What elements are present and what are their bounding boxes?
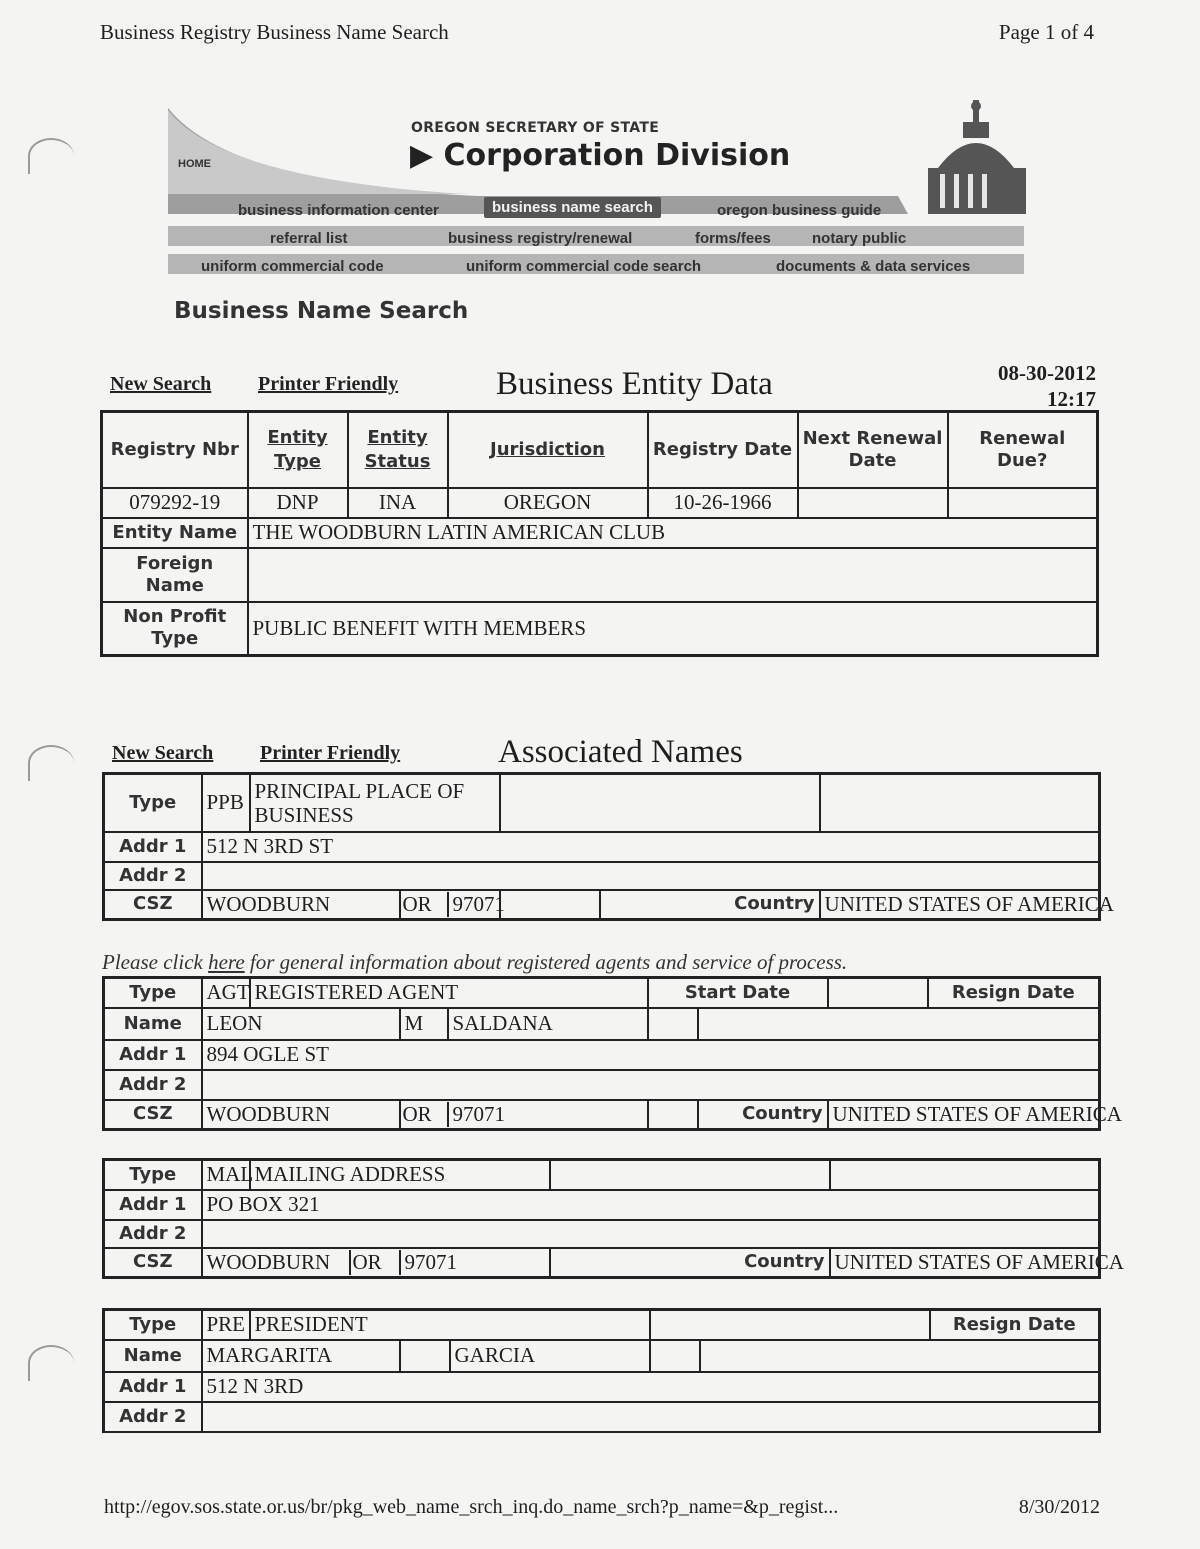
agt-addr2 — [202, 1070, 1100, 1100]
agt-name-blank — [698, 1008, 1100, 1040]
pre-description: PRESIDENT — [250, 1310, 650, 1340]
division-title: ▶ Corporation Division — [410, 138, 791, 173]
csz-label: CSZ — [104, 1248, 202, 1278]
header-registry-nbr: Registry Nbr — [102, 412, 248, 488]
pre-code: PRE — [202, 1310, 250, 1340]
agt-country: UNITED STATES OF AMERICA — [828, 1100, 1100, 1130]
nav-notary-public[interactable]: notary public — [812, 230, 907, 247]
printer-friendly-link[interactable]: Printer Friendly — [258, 373, 399, 395]
resign-date-label: Resign Date — [928, 978, 1100, 1008]
pre-last-name: GARCIA — [450, 1340, 650, 1372]
nav-documents-data-services[interactable]: documents & data services — [776, 258, 971, 275]
entity-values-row — [102, 488, 1098, 518]
ppb-type-row — [104, 774, 1100, 832]
nav-row-1 — [168, 200, 1026, 222]
nonprofit-label: Non Profit Type — [102, 602, 248, 656]
pre-addr2 — [202, 1402, 1100, 1432]
report-datetime — [998, 360, 1096, 412]
name-label: Name — [104, 1340, 202, 1372]
ppb-zip: 97071 — [452, 891, 505, 916]
nav-business-name-search[interactable]: business name search — [484, 197, 661, 218]
foreign-name-row — [102, 548, 1098, 602]
mal-description: MAILING ADDRESS — [250, 1160, 550, 1190]
note-text-pre: Please click — [102, 950, 209, 974]
punch-hole — [28, 138, 74, 174]
ppb-block — [102, 772, 1114, 921]
agt-city: WOODBURN — [202, 1100, 400, 1130]
footer-date: 8/30/2012 — [1018, 1496, 1100, 1518]
type-label: Type — [104, 1160, 202, 1190]
mal-country: UNITED STATES OF AMERICA — [830, 1248, 1100, 1278]
mal-type-row — [104, 1160, 1100, 1190]
nav-business-registry-renewal[interactable]: business registry/renewal — [448, 230, 633, 247]
ppb-description: PRINCIPAL PLACE OF BUSINESS — [250, 774, 500, 832]
agt-block — [102, 976, 1122, 1131]
pre-name-row — [104, 1340, 1100, 1372]
agt-code: AGT — [202, 978, 250, 1008]
start-date-label: Start Date — [648, 978, 828, 1008]
nonprofit-row — [102, 602, 1098, 656]
ppb-city: WOODBURN — [202, 890, 400, 920]
ppb-blank-1 — [500, 774, 820, 832]
resign-date-label: Resign Date — [930, 1310, 1100, 1340]
agt-suffix — [648, 1008, 698, 1040]
report-time: 12:17 — [1047, 387, 1096, 411]
country-label: Country — [550, 1248, 830, 1278]
ppb-blank-3 — [500, 890, 600, 920]
associated-names-title: Associated Names — [498, 734, 743, 770]
ppb-blank-2 — [820, 774, 1100, 832]
agt-zip: 97071 — [452, 1101, 505, 1126]
ppb-addr2-row — [104, 862, 1100, 890]
mal-blank-1 — [550, 1160, 830, 1190]
name-label: Name — [104, 1008, 202, 1040]
capitol-dome-icon — [928, 100, 1026, 214]
printer-friendly-link-2[interactable]: Printer Friendly — [260, 742, 401, 764]
mal-addr1-row — [104, 1190, 1100, 1220]
agt-blank — [648, 1100, 698, 1130]
home-link[interactable]: HOME — [178, 158, 211, 170]
agt-start-date — [828, 978, 928, 1008]
mal-city: WOODBURN — [207, 1250, 351, 1275]
pre-addr2-row — [104, 1402, 1100, 1432]
registry-nbr: 079292-19 — [102, 488, 248, 518]
agt-name-row — [104, 1008, 1100, 1040]
country-label: Country — [600, 890, 820, 920]
note-text-post: for general information about registered agents and service of process. — [244, 950, 848, 974]
ppb-code: PPB — [202, 774, 250, 832]
agt-csz-row — [104, 1100, 1100, 1130]
nav-referral-list[interactable]: referral list — [270, 230, 348, 247]
agt-middle-initial: M — [400, 1008, 448, 1040]
registry-date: 10-26-1966 — [648, 488, 798, 518]
corporation-division-banner — [168, 96, 1026, 278]
pre-addr1: 512 N 3RD — [202, 1372, 1100, 1402]
nav-row-3 — [168, 256, 1026, 278]
registered-agent-note — [102, 950, 847, 975]
nav-oregon-business-guide[interactable]: oregon business guide — [717, 202, 882, 219]
pre-first-name: MARGARITA — [202, 1340, 400, 1372]
punch-hole — [28, 745, 74, 781]
type-label: Type — [104, 774, 202, 832]
csz-label: CSZ — [104, 890, 202, 920]
nav-business-information-center[interactable]: business information center — [238, 202, 439, 219]
type-label: Type — [104, 978, 202, 1008]
footer-url: http://egov.sos.state.or.us/br/pkg_web_name_srch_inq.do_name_srch?p_name=&p_regist... — [104, 1496, 839, 1518]
page-header-title: Business Registry Business Name Search — [100, 20, 449, 44]
agency-name: OREGON SECRETARY OF STATE — [411, 120, 660, 136]
nav-row-2 — [168, 228, 1026, 250]
new-search-link-2[interactable]: New Search — [112, 742, 214, 764]
addr2-label: Addr 2 — [104, 862, 202, 890]
here-link[interactable]: here — [208, 950, 245, 974]
agt-addr1: 894 OGLE ST — [202, 1040, 1100, 1070]
entity-type: DNP — [248, 488, 348, 518]
pre-suffix — [650, 1340, 700, 1372]
entity-data-table — [100, 410, 1099, 657]
nav-forms-fees[interactable]: forms/fees — [695, 230, 771, 247]
ppb-csz-row — [104, 890, 1100, 920]
addr1-label: Addr 1 — [104, 1372, 202, 1402]
addr2-label: Addr 2 — [104, 1070, 202, 1100]
mal-code: MAL — [202, 1160, 250, 1190]
ppb-state — [400, 890, 505, 920]
header-entity-type[interactable]: Entity Type — [248, 412, 348, 488]
section-title: Business Name Search — [174, 298, 469, 324]
addr1-label: Addr 1 — [104, 1040, 202, 1070]
entity-data-title: Business Entity Data — [496, 366, 773, 402]
pre-type-row — [104, 1310, 1100, 1340]
mal-city-state-zip — [202, 1248, 550, 1278]
renewal-due — [948, 488, 1098, 518]
addr1-label: Addr 1 — [104, 832, 202, 862]
mal-csz-row — [104, 1248, 1100, 1278]
agt-first-name: LEON — [202, 1008, 400, 1040]
pre-middle-initial — [400, 1340, 450, 1372]
pre-block — [102, 1308, 1101, 1433]
header-next-renewal-date: Next Renewal Date — [798, 412, 948, 488]
next-renewal-date — [798, 488, 948, 518]
punch-hole — [28, 1345, 74, 1381]
agt-type-row — [104, 978, 1100, 1008]
entity-name: THE WOODBURN LATIN AMERICAN CLUB — [248, 518, 1098, 548]
new-search-link[interactable]: New Search — [110, 373, 212, 395]
nav-ucc-search[interactable]: uniform commercial code search — [466, 258, 702, 275]
agt-last-name: SALDANA — [448, 1008, 648, 1040]
entity-name-label: Entity Name — [102, 518, 248, 548]
ppb-addr2 — [202, 862, 1100, 890]
page-number: Page 1 of 4 — [998, 20, 1094, 44]
header-renewal-due: Renewal Due? — [948, 412, 1098, 488]
mal-block — [102, 1158, 1124, 1279]
addr2-label: Addr 2 — [104, 1402, 202, 1432]
mal-addr1: PO BOX 321 — [202, 1190, 1100, 1220]
pre-name-blank — [700, 1340, 1100, 1372]
mal-state: OR — [351, 1250, 401, 1275]
foreign-name — [248, 548, 1098, 602]
division-name: Corporation Division — [443, 138, 791, 173]
foreign-name-label: Foreign Name — [102, 548, 248, 602]
agt-description: REGISTERED AGENT — [250, 978, 648, 1008]
nav-uniform-commercial-code[interactable]: uniform commercial code — [201, 258, 384, 275]
header-jurisdiction[interactable]: Jurisdiction — [448, 412, 648, 488]
csz-label: CSZ — [104, 1100, 202, 1130]
mal-addr2-row — [104, 1220, 1100, 1248]
addr1-label: Addr 1 — [104, 1190, 202, 1220]
entity-name-row — [102, 518, 1098, 548]
mal-addr2 — [202, 1220, 1100, 1248]
report-date: 08-30-2012 — [998, 361, 1096, 385]
ppb-addr1-row — [104, 832, 1100, 862]
mal-zip: 97071 — [404, 1249, 457, 1274]
entity-header-row — [102, 412, 1098, 488]
country-label: Country — [698, 1100, 828, 1130]
ppb-state-value: OR — [401, 892, 449, 917]
nonprofit-type: PUBLIC BENEFIT WITH MEMBERS — [248, 602, 1098, 656]
header-entity-status[interactable]: Entity Status — [348, 412, 448, 488]
ppb-country: UNITED STATES OF AMERICA — [820, 890, 1100, 920]
header-registry-date: Registry Date — [648, 412, 798, 488]
agt-addr1-row — [104, 1040, 1100, 1070]
ppb-addr1: 512 N 3RD ST — [202, 832, 1100, 862]
addr2-label: Addr 2 — [104, 1220, 202, 1248]
type-label: Type — [104, 1310, 202, 1340]
mal-blank-2 — [830, 1160, 1100, 1190]
agt-state: OR — [401, 1102, 449, 1127]
agt-state-zip — [400, 1100, 648, 1130]
pre-blank — [650, 1310, 930, 1340]
jurisdiction: OREGON — [448, 488, 648, 518]
entity-status: INA — [348, 488, 448, 518]
agt-addr2-row — [104, 1070, 1100, 1100]
pre-addr1-row — [104, 1372, 1100, 1402]
